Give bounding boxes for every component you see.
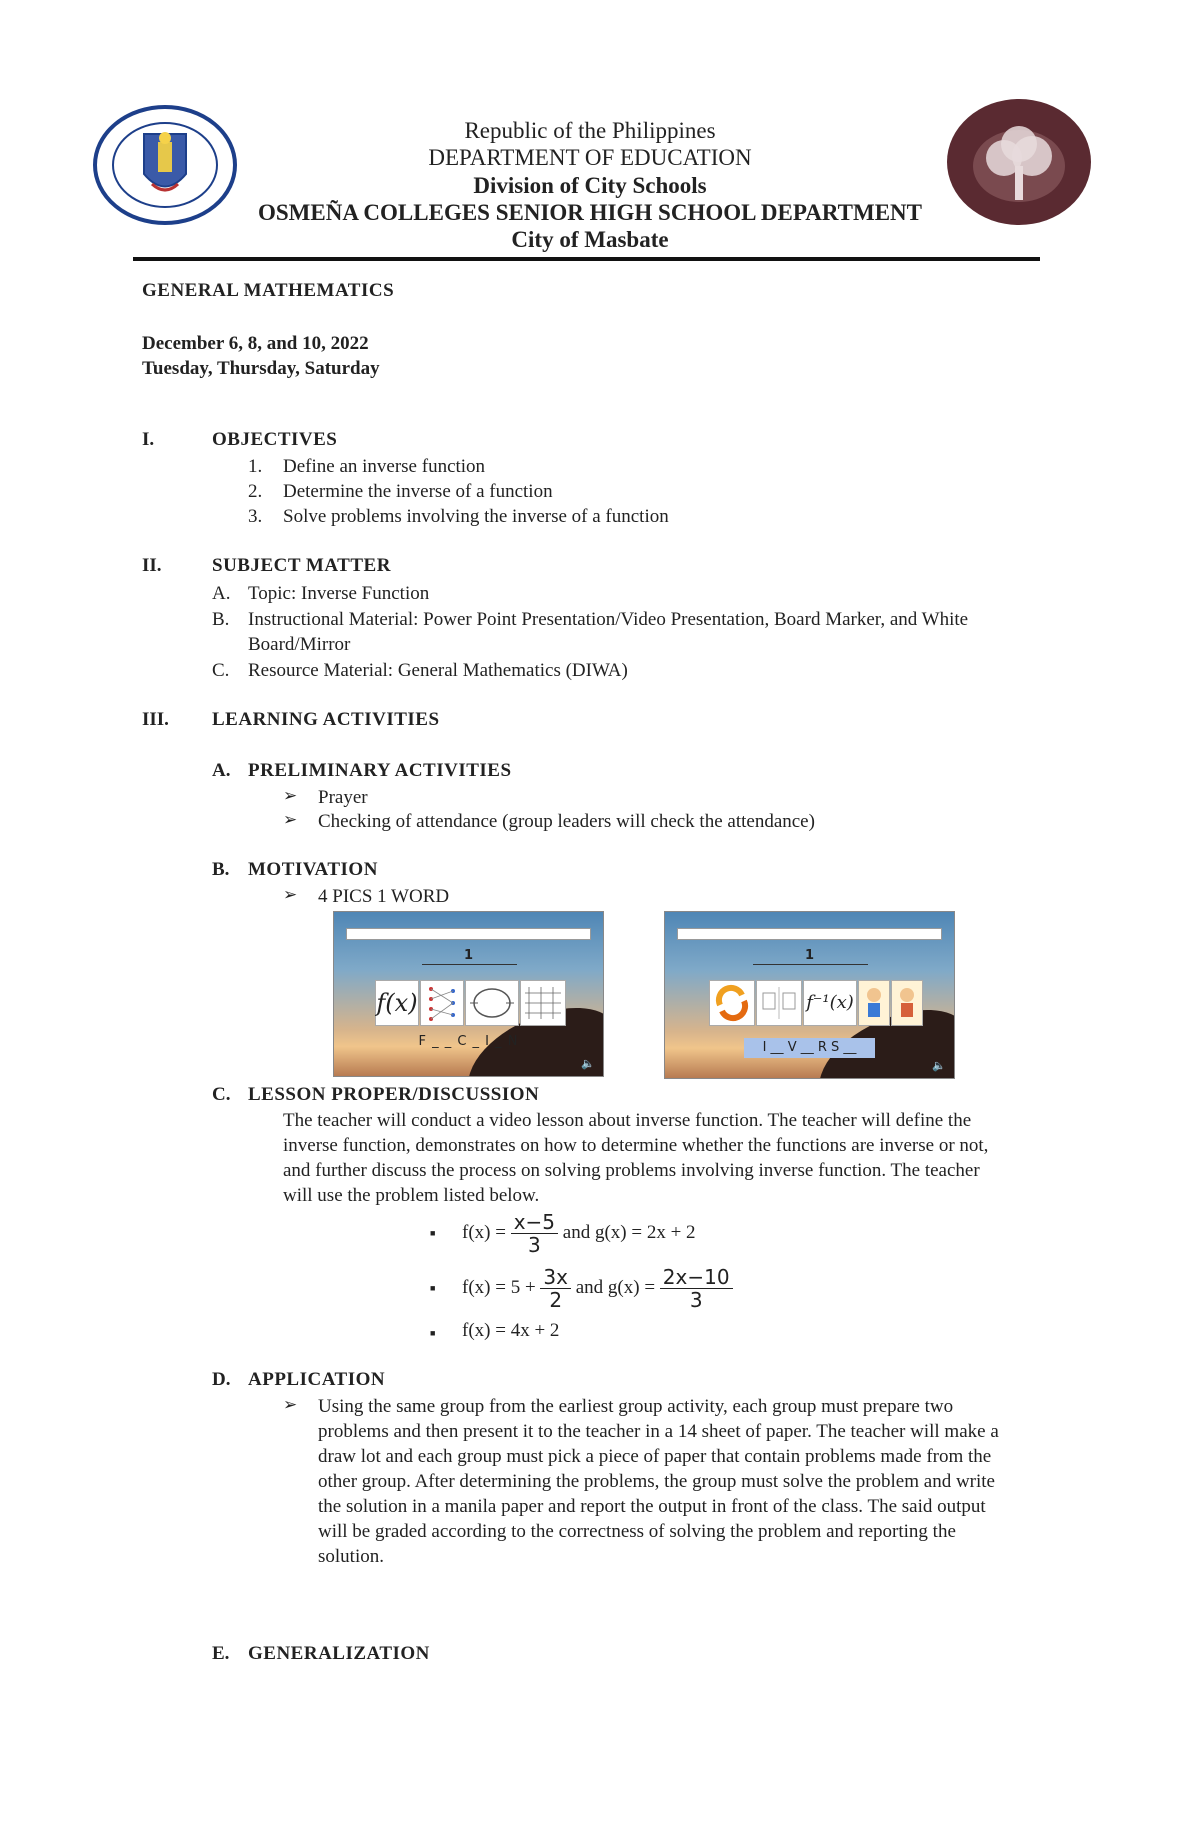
arrow-bullet-icon: ➢ [283, 810, 298, 829]
cycle-arrows-icon [709, 980, 755, 1026]
inverse-notation-icon: f⁻¹(x) [803, 980, 857, 1026]
subject-matter-letter: B. [212, 609, 230, 630]
lesson-text-line: inverse function, demonstrates on how to determine whether the functions are inverse or not, [283, 1135, 989, 1156]
generalization-letter: E. [212, 1643, 230, 1664]
eq1-lhs: f(x) = [462, 1221, 506, 1243]
prelim-letter: A. [212, 760, 231, 781]
days-line: Tuesday, Thursday, Saturday [142, 358, 380, 379]
arrow-bullet-icon: ➢ [283, 1395, 298, 1414]
application-title: APPLICATION [248, 1369, 386, 1390]
slide-function-puzzle [333, 911, 604, 1077]
eq1-denominator: 3 [528, 1233, 541, 1257]
mirror-cubes-icon [756, 980, 802, 1026]
eq1-fraction [511, 1211, 558, 1256]
objectives-title: OBJECTIVES [212, 429, 338, 450]
learning-numeral: III. [142, 709, 169, 730]
subject-matter-letter: C. [212, 660, 230, 681]
lesson-title: LESSON PROPER/DISCUSSION [248, 1084, 540, 1105]
subject-matter-numeral: II. [142, 555, 162, 576]
subject-matter-item-continued: Board/Mirror [248, 634, 351, 655]
subject-title: GENERAL MATHEMATICS [142, 280, 395, 301]
motivation-item: 4 PICS 1 WORD [318, 886, 450, 907]
lesson-text-line: will use the problem listed below. [283, 1185, 540, 1206]
city-line: City of Masbate [511, 227, 669, 252]
objective-item: Define an inverse function [283, 456, 486, 477]
eq2-mid: and g(x) = [575, 1276, 656, 1298]
objective-number: 3. [248, 506, 263, 527]
equation-3: f(x) = 4x + 2 [462, 1320, 560, 1341]
application-line: will be graded according to the correctness of solving the problem and reporting the [318, 1521, 956, 1542]
objectives-numeral: I. [142, 429, 155, 450]
date-line: December 6, 8, and 10, 2022 [142, 333, 369, 354]
square-bullet-icon: ■ [430, 1328, 436, 1338]
application-line: solution. [318, 1546, 384, 1567]
school-line: OSMEÑA COLLEGES SENIOR HIGH SCHOOL DEPARTMENT [258, 200, 922, 225]
application-line: other group. After determining the problems, the group must solve the problem and write [318, 1471, 995, 1492]
slide-number: 1 [463, 948, 474, 963]
equation-2 [462, 1266, 733, 1311]
speaker-icon: 🔈 [932, 1060, 946, 1072]
learning-title: LEARNING ACTIVITIES [212, 709, 440, 730]
fx-picture-icon: f(x) [375, 980, 419, 1026]
objective-number: 1. [248, 456, 263, 477]
motivation-letter: B. [212, 859, 230, 880]
square-bullet-icon: ■ [430, 1228, 436, 1238]
eq1-rest: and g(x) = 2x + 2 [562, 1221, 696, 1243]
generalization-title: GENERALIZATION [248, 1643, 430, 1664]
prelim-title: PRELIMINARY ACTIVITIES [248, 760, 512, 781]
eq1-numerator: x−5 [511, 1211, 558, 1234]
eq2-g-fraction [660, 1266, 733, 1311]
table-of-values-icon [520, 980, 566, 1026]
objective-item: Determine the inverse of a function [283, 481, 553, 502]
application-line: draw lot and each group must pick a piece of paper that contain problems made from the [318, 1446, 992, 1467]
department-line: DEPARTMENT OF EDUCATION [428, 145, 752, 170]
eq2-lhs: f(x) = 5 + [462, 1276, 536, 1298]
slide-inverse-puzzle [664, 911, 955, 1079]
lesson-text-line: The teacher will conduct a video lesson about inverse function. The teacher will define the [283, 1110, 972, 1131]
subject-matter-item: Topic: Inverse Function [248, 583, 430, 604]
mapping-diagram-icon [420, 980, 464, 1026]
subject-matter-item: Instructional Material: Power Point Presentation/Video Presentation, Board Marker, and White [248, 609, 969, 630]
motivation-title: MOTIVATION [248, 859, 378, 880]
square-bullet-icon: ■ [430, 1283, 436, 1293]
header-rule [133, 257, 1040, 261]
application-line: problems and then present it to the teacher in a 14 sheet of paper. The teacher will make a [318, 1421, 999, 1442]
eq2-f-denominator: 2 [549, 1288, 563, 1312]
application-letter: D. [212, 1369, 231, 1390]
slide-clue: F _ _ C _ I _ N [418, 1034, 519, 1049]
subject-matter-letter: A. [212, 583, 231, 604]
objective-item: Solve problems involving the inverse of a function [283, 506, 669, 527]
application-line: the solution in a manila paper and report the output in front of the class. The said output [318, 1496, 986, 1517]
prelim-item: Checking of attendance (group leaders will check the attendance) [318, 811, 815, 832]
objective-number: 2. [248, 481, 263, 502]
division-line: Division of City Schools [473, 173, 707, 198]
cartoon-kid-icon [858, 980, 890, 1026]
republic-line: Republic of the Philippines [464, 118, 716, 143]
lesson-letter: C. [212, 1084, 231, 1105]
arrow-bullet-icon: ➢ [283, 885, 298, 904]
eq2-f-numerator: 3x [540, 1266, 571, 1289]
speaker-icon: 🔈 [581, 1058, 595, 1070]
slide-number: 1 [804, 948, 815, 963]
equation-1 [462, 1211, 696, 1256]
eq2-g-denominator: 3 [689, 1288, 703, 1312]
subject-matter-item: Resource Material: General Mathematics (DIWA) [248, 660, 628, 681]
cartoon-kid-icon [891, 980, 923, 1026]
application-line: Using the same group from the earliest group activity, each group must prepare two [318, 1396, 954, 1417]
arrow-bullet-icon: ➢ [283, 786, 298, 805]
slide-clue: I __ V __ R S __ [744, 1038, 875, 1058]
subject-matter-title: SUBJECT MATTER [212, 555, 391, 576]
eq2-f-fraction [540, 1266, 571, 1311]
eq2-g-numerator: 2x−10 [660, 1266, 733, 1289]
prelim-item: Prayer [318, 787, 368, 808]
function-machine-icon [465, 980, 519, 1026]
lesson-text-line: and further discuss the process on solving problems involving inverse function. The teacher [283, 1160, 980, 1181]
